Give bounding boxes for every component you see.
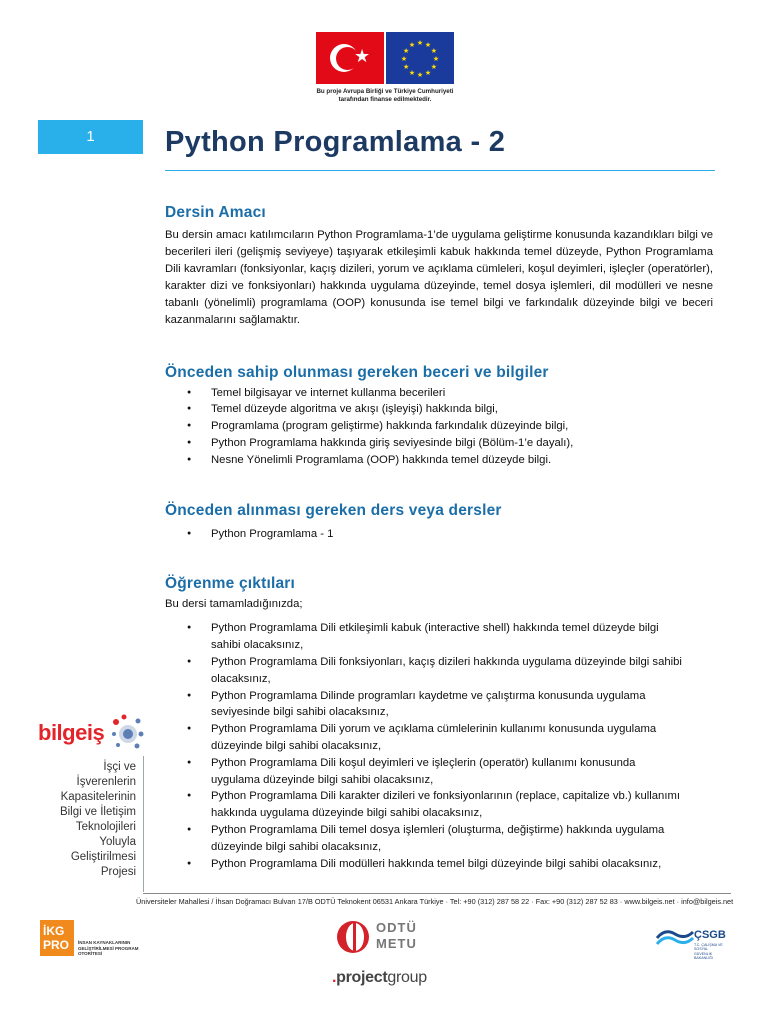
list-item: ● Temel düzeyde algoritma ve akışı (işleyişi) hakkında bilgi,	[165, 401, 713, 418]
eu-star-icon: ★	[424, 69, 432, 77]
outcomes-intro: Bu dersi tamamladığınızda;	[165, 598, 303, 611]
csgb-name: ÇSGB	[694, 929, 726, 941]
list-item: ● Python Programlama Dili temel dosya işlemleri (oluşturma, değiştirme) hakkında uygulama düzeyinde bilgi sahibi olacaksınız,	[165, 822, 685, 856]
title-divider	[165, 170, 715, 171]
projectgroup-logo: .projectgroup	[332, 969, 427, 986]
eu-star-icon: ★	[432, 56, 440, 63]
bilgeis-network-icon	[110, 712, 146, 752]
aim-heading: Dersin Amacı	[165, 204, 266, 221]
footer-divider	[143, 893, 731, 894]
list-item: ● Python Programlama Dili modülleri hakkında temel bilgi düzeyinde bilgi sahibi olacaksınız,	[165, 856, 685, 873]
bilgeis-logo: bilgeiş	[38, 720, 105, 745]
turkey-flag-icon: ★	[316, 32, 384, 84]
list-item: ● Python Programlama Dili karakter dizileri ve fonksiyonlarının (replace, capitalize vb.) kullanımı hakkında uygulama düzeyinde bilgi sahibi olacaksınız,	[165, 788, 685, 822]
list-item: ● Temel bilgisayar ve internet kullanma becerileri	[165, 385, 713, 402]
outcomes-heading: Öğrenme çıktıları	[165, 575, 296, 593]
list-item: ● Programlama (program geliştirme) hakkında farkındalık düzeyinde bilgi,	[165, 418, 713, 435]
list-item: ● Nesne Yönelimli Programlama (OOP) hakkında temel düzeyde bilgi.	[165, 452, 713, 469]
eu-star-icon: ★	[408, 42, 416, 50]
prereq-skills-heading: Önceden sahip olunması gereken beceri ve bilgiler	[165, 363, 549, 381]
outcomes-list	[165, 620, 685, 872]
ikg-caption: İNSAN KAYNAKLARININ GELİŞTİRİLMESİ PROGRAM OTORİTESİ	[78, 940, 139, 956]
prereq-courses-heading: Önceden alınması gereken ders veya dersler	[165, 501, 502, 519]
eu-star-icon: ★	[402, 48, 410, 55]
prereq-skills-list	[165, 385, 713, 469]
page-number: 1	[38, 120, 143, 154]
prereq-courses-list	[165, 526, 713, 543]
odtu-logo-icon	[336, 920, 370, 954]
funding-caption: Bu proje Avrupa Birliği ve Türkiye Cumhuriyeti tarafından finanse edilmektedir.	[316, 88, 454, 103]
eu-star-icon: ★	[400, 56, 408, 63]
project-description: İşçi ve İşverenlerin Kapasitelerinin Bilgi ve İletişim Teknolojileri Yoluyla Geliştirilmesi Projesi	[59, 761, 136, 878]
list-item: ● Python Programlama Dili koşul deyimleri ve işleçlerin (operatör) kullanımı konusunda uygulama düzeyinde bilgi sahibi olacaksınız,	[165, 755, 685, 789]
list-item: ● Python Programlama hakkında giriş seviyesinde bilgi (Bölüm-1’e dayalı),	[165, 435, 713, 452]
list-item: ● Python Programlama Dili fonksiyonları, kaçış dizileri hakkında uygulama düzeyinde bilgi sahibi olacaksınız,	[165, 654, 685, 688]
list-item: ● Python Programlama Dili yorum ve açıklama cümlelerinin kullanımı konusunda uygulama düzeyinde bilgi sahibi olacaksınız,	[165, 721, 685, 755]
sidebar-divider	[143, 756, 144, 892]
ikg-pro-logo: İKG PRO	[40, 920, 74, 956]
csgb-logo-icon	[655, 924, 695, 950]
footer-address: Üniversiteler Mahallesi / İhsan Doğramacı Bulvarı 17/B ODTÜ Teknokent 06531 Ankara Türkiye · Tel: +90 (312) 287 58 22 · Fax: +90 (312) 287 52 83 · www.bilgeis.net · info@bilgeis.net	[136, 897, 734, 906]
list-item: ● Python Programlama Dilinde programları kaydetme ve çalıştırma konusunda uygulama seviyesinde bilgi sahibi olacaksınız,	[165, 688, 685, 722]
eu-star-icon: ★	[416, 72, 424, 79]
eu-star-icon: ★	[402, 64, 410, 71]
aim-paragraph: Bu dersin amacı katılımcıların Python Programlama-1’de uygulama geliştirme konusunda kazandıkları bilgi ve becerileri ileri (gelişmiş seviyeye) taşıyarak etkileşimli kabuk hakkında temel düzeyde, Python Programlama Dili kavramları (fonksiyonlar, kaçış dizileri, yorum ve açıklama cümleleri, koşul deyimleri, işleçler (operatörler), karakter dizi ve fonksiyonları) hakkında uygulama düzeyinde, temel dosya işlemleri, dil modülleri ve nesne tabanlı (yönelimli) programlama (OOP) konusunda ise temel bilgi ve farkındalık düzeyinde bilgi ve beceri kazanmalarını sağlamaktır.	[165, 229, 713, 327]
eu-star-icon: ★	[430, 64, 438, 71]
page-title: Python Programlama - 2	[165, 126, 506, 158]
list-item: ● Python Programlama Dili etkileşimli kabuk (interactive shell) hakkında temel düzeyde bilgi sahibi olacaksınız,	[165, 620, 685, 654]
eu-star-icon: ★	[408, 69, 416, 77]
list-item: ● Python Programlama - 1	[165, 526, 713, 543]
eu-star-icon: ★	[424, 42, 432, 50]
funding-flags	[316, 32, 454, 84]
eu-star-icon: ★	[430, 48, 438, 55]
document-body	[165, 204, 713, 872]
odtu-metu-text: ODTÜ METU	[376, 920, 417, 951]
eu-star-icon: ★	[416, 40, 424, 47]
eu-flag-icon	[386, 32, 454, 84]
csgb-subtitle: T.C. ÇALIŞMA VE SOSYAL GÜVENLİK BAKANLIĞI	[694, 943, 723, 961]
